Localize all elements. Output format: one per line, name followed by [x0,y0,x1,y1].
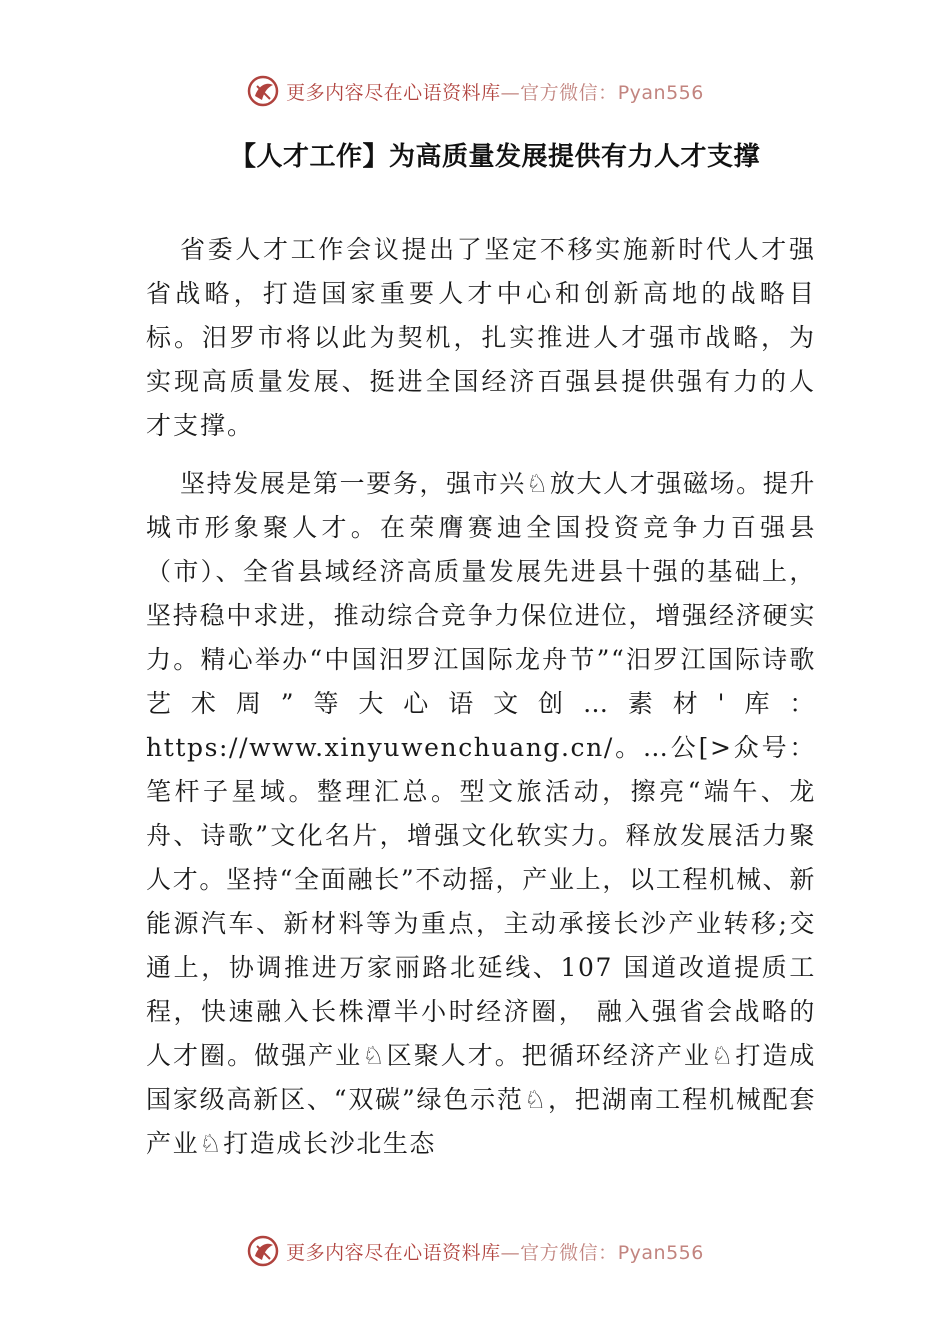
document-body [146,228,816,1180]
document-title: 【人才工作】为高质量发展提供有力人才支撑 [229,142,760,172]
brand-logo-icon [246,1234,280,1268]
brand-logo-icon [246,74,280,108]
paragraph: 坚持发展是第一要务，强市兴♘放大人才强磁场。提升城市形象聚人才。在荣膺赛迪全国投资竞争力百强县（市）、全省县域经济高质量发展先进县十强的基础上，坚持稳中求进，推动综合竞争力保位进位，增强经济硬实力。精心举办“中国汨罗江国际龙舟节”“汨罗江国际诗歌艺术周”等大心语文创…素材'库：https://www.xinyuwenchuang.cn/。…公[>众号：笔杆子星域。整理汇总。型文旅活动，擦亮“端午、龙舟、诗歌”文化名片，增强文化软实力。释放发展活力聚人才。坚持“全面融长”不动摇，产业上，以工程机械、新能源汽车、新材料等为重点，主动承接长沙产业转移;交通上，协调推进万家丽路北延线、107 国道改道提质工程，快速融入长株潭半小时经济圈， 融入强省会战略的人才圈。做强产业♘区聚人才。把循环经济产业♘打造成国家级高新区、“双碳”绿色示范♘，把湖南工程机械配套产业♘打造成长沙北生态 [146,469,816,1158]
paragraph: 省委人才工作会议提出了坚定不移实施新时代人才强省战略，打造国家重要人才中心和创新高地的战略目标。汨罗市将以此为契机，扎实推进人才强市战略，为实现高质量发展、挺进全国经济百强县提供强有力的人才支撑。 [146,235,816,440]
header-watermark [0,74,950,108]
watermark-text: 更多内容尽在心语资料库—官方微信：Pyan556 [286,1241,704,1264]
footer-watermark [0,1234,950,1268]
watermark-text: 更多内容尽在心语资料库—官方微信：Pyan556 [286,81,704,104]
